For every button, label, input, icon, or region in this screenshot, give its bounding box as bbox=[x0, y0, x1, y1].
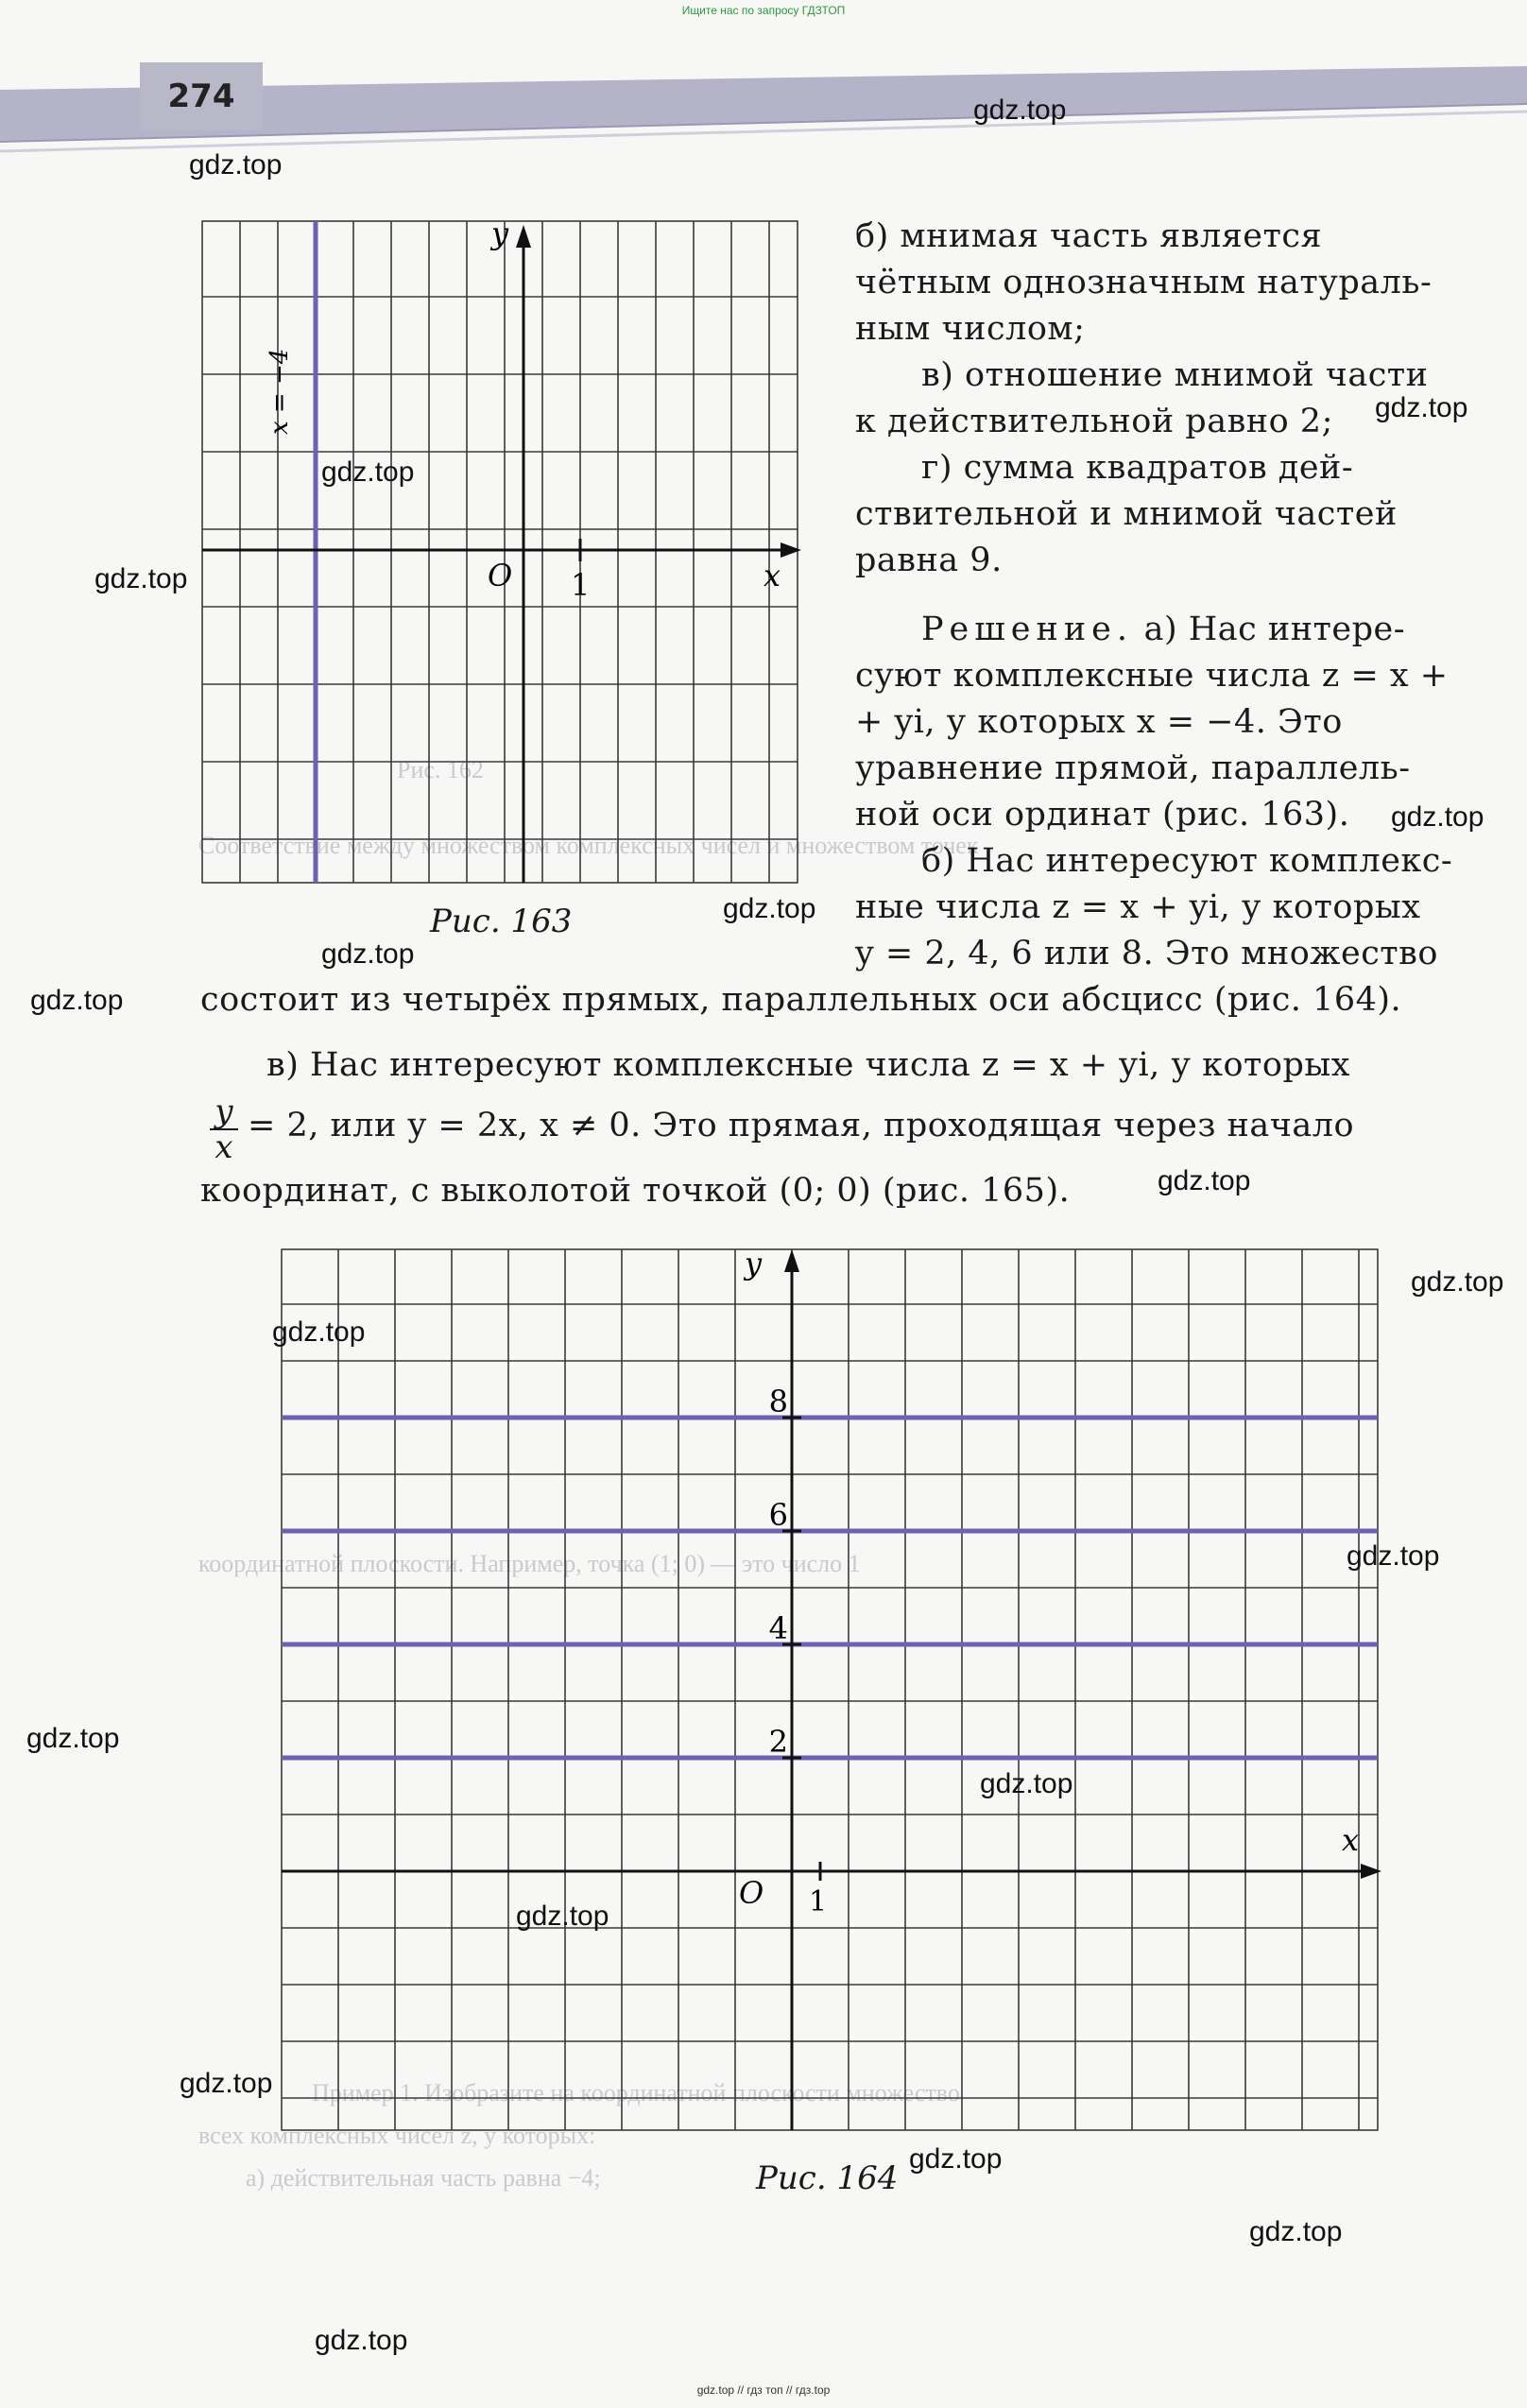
fig164-tick-label-4: 4 bbox=[768, 1610, 788, 1646]
right-line-9: а) Нас интере- bbox=[1133, 611, 1406, 648]
right-line-5: к действительной равно 2; bbox=[855, 403, 1333, 440]
full-line-2: в) Нас интересуют комплексные числа z = x + yi, у которых bbox=[266, 1046, 1350, 1084]
fig164-grid bbox=[282, 1249, 1378, 2130]
watermark: gdz.top bbox=[315, 2325, 408, 2356]
watermark: gdz.top bbox=[1347, 1540, 1440, 1572]
ghost-text-e: всех комплексных чисел z, у которых: bbox=[198, 2122, 596, 2149]
right-line-10: суют комплексные числа z = x + bbox=[855, 657, 1449, 695]
full-line-4: координат, с выколотой точкой (0; 0) (рис. 165). bbox=[200, 1172, 1071, 1210]
fig163-caption: Рис. 163 bbox=[430, 903, 573, 940]
watermark: gdz.top bbox=[321, 938, 415, 970]
fig163-grid bbox=[202, 221, 798, 883]
watermark: gdz.top bbox=[909, 2143, 1003, 2175]
fig164-tick-label-8: 8 bbox=[768, 1384, 788, 1419]
page-number: 274 bbox=[140, 62, 263, 130]
right-line-7: ствительной и мнимой частей bbox=[855, 495, 1398, 533]
fig163-y-arrow bbox=[516, 225, 531, 248]
fig163-unit-label: 1 bbox=[571, 567, 591, 603]
bottom-note: gdz.top // гдз топ // гдз.top bbox=[696, 2383, 831, 2397]
ghost-text-a: Рис. 162 bbox=[397, 756, 484, 783]
fig164-x-label: x bbox=[1342, 1822, 1360, 1858]
figure-163 bbox=[189, 217, 813, 898]
right-line-6: г) сумма квадратов дей- bbox=[921, 449, 1354, 487]
full-line-3: = 2, или y = 2x, x ≠ 0. Это прямая, проходящая через начало bbox=[248, 1107, 1355, 1144]
watermark: gdz.top bbox=[980, 1768, 1073, 1799]
ghost-text-b: Соответствие между множеством комплексных чисел и множеством точек bbox=[198, 832, 979, 859]
ghost-text-c: координатной плоскости. Например, точка (1; 0) — это число 1 bbox=[198, 1550, 861, 1577]
right-line-4: в) отношение мнимой части bbox=[921, 356, 1429, 394]
watermark: gdz.top bbox=[321, 456, 415, 488]
watermark: gdz.top bbox=[1375, 392, 1468, 423]
watermark: gdz.top bbox=[180, 2068, 273, 2099]
right-line-14: б) Нас интересуют комплекс- bbox=[921, 842, 1453, 880]
fig164-caption: Рис. 164 bbox=[756, 2159, 899, 2197]
fig163-origin-label: O bbox=[488, 558, 513, 593]
fraction-y-over-x bbox=[210, 1094, 238, 1164]
watermark: gdz.top bbox=[189, 149, 283, 181]
solution-label: Решение. bbox=[921, 611, 1134, 648]
figure-164 bbox=[274, 1246, 1389, 2172]
right-line-12: уравнение прямой, параллель- bbox=[855, 749, 1411, 787]
watermark: gdz.top bbox=[1158, 1165, 1251, 1196]
fig164-tick-label-2: 2 bbox=[768, 1724, 788, 1760]
watermark: gdz.top bbox=[30, 985, 124, 1016]
watermark: gdz.top bbox=[94, 563, 188, 594]
watermark: gdz.top bbox=[516, 1901, 609, 1932]
ghost-text-f: а) действительная часть равна −4; bbox=[246, 2164, 601, 2192]
fig164-unit-label: 1 bbox=[809, 1885, 828, 1918]
fig163-y-label: y bbox=[491, 217, 509, 251]
right-line-11: + yi, у которых x = −4. Это bbox=[855, 703, 1343, 741]
watermark: gdz.top bbox=[26, 1723, 120, 1754]
fig163-line-label: x = −4 bbox=[266, 348, 294, 435]
fig164-y-label: y bbox=[745, 1246, 763, 1281]
watermark: gdz.top bbox=[1249, 2216, 1343, 2247]
ghost-text-d: Пример 1. Изобразите на координатной плоскости множество bbox=[312, 2079, 960, 2107]
right-line-8: равна 9. bbox=[855, 542, 1003, 579]
right-line-13: ной оси ординат (рис. 163). bbox=[855, 796, 1350, 834]
watermark: gdz.top bbox=[1391, 801, 1484, 833]
fig163-x-label: x bbox=[764, 558, 781, 593]
fig164-origin-label: O bbox=[739, 1875, 764, 1911]
full-line-1: состоит из четырёх прямых, параллельных оси абсцисс (рис. 164). bbox=[200, 981, 1402, 1019]
watermark: gdz.top bbox=[973, 95, 1067, 126]
watermark: gdz.top bbox=[723, 893, 816, 924]
watermark: gdz.top bbox=[272, 1316, 366, 1348]
fig164-y-arrow bbox=[784, 1249, 799, 1272]
fraction-numerator: y bbox=[214, 1092, 233, 1130]
right-line-15: ные числа z = x + yi, у которых bbox=[855, 888, 1421, 926]
right-line-16: y = 2, 4, 6 или 8. Это множество bbox=[855, 935, 1438, 972]
watermark: gdz.top bbox=[1411, 1266, 1504, 1298]
right-line-1: б) мнимая часть является bbox=[855, 217, 1323, 255]
fig164-tick-label-6: 6 bbox=[768, 1497, 788, 1533]
right-line-3: ным числом; bbox=[855, 310, 1086, 348]
right-line-2: чётным однозначным натураль- bbox=[855, 264, 1433, 301]
fraction-denominator: x bbox=[210, 1128, 238, 1164]
right-solution-line bbox=[921, 607, 1405, 653]
top-note: Ищите нас по запросу ГДЗТОП bbox=[681, 4, 846, 17]
